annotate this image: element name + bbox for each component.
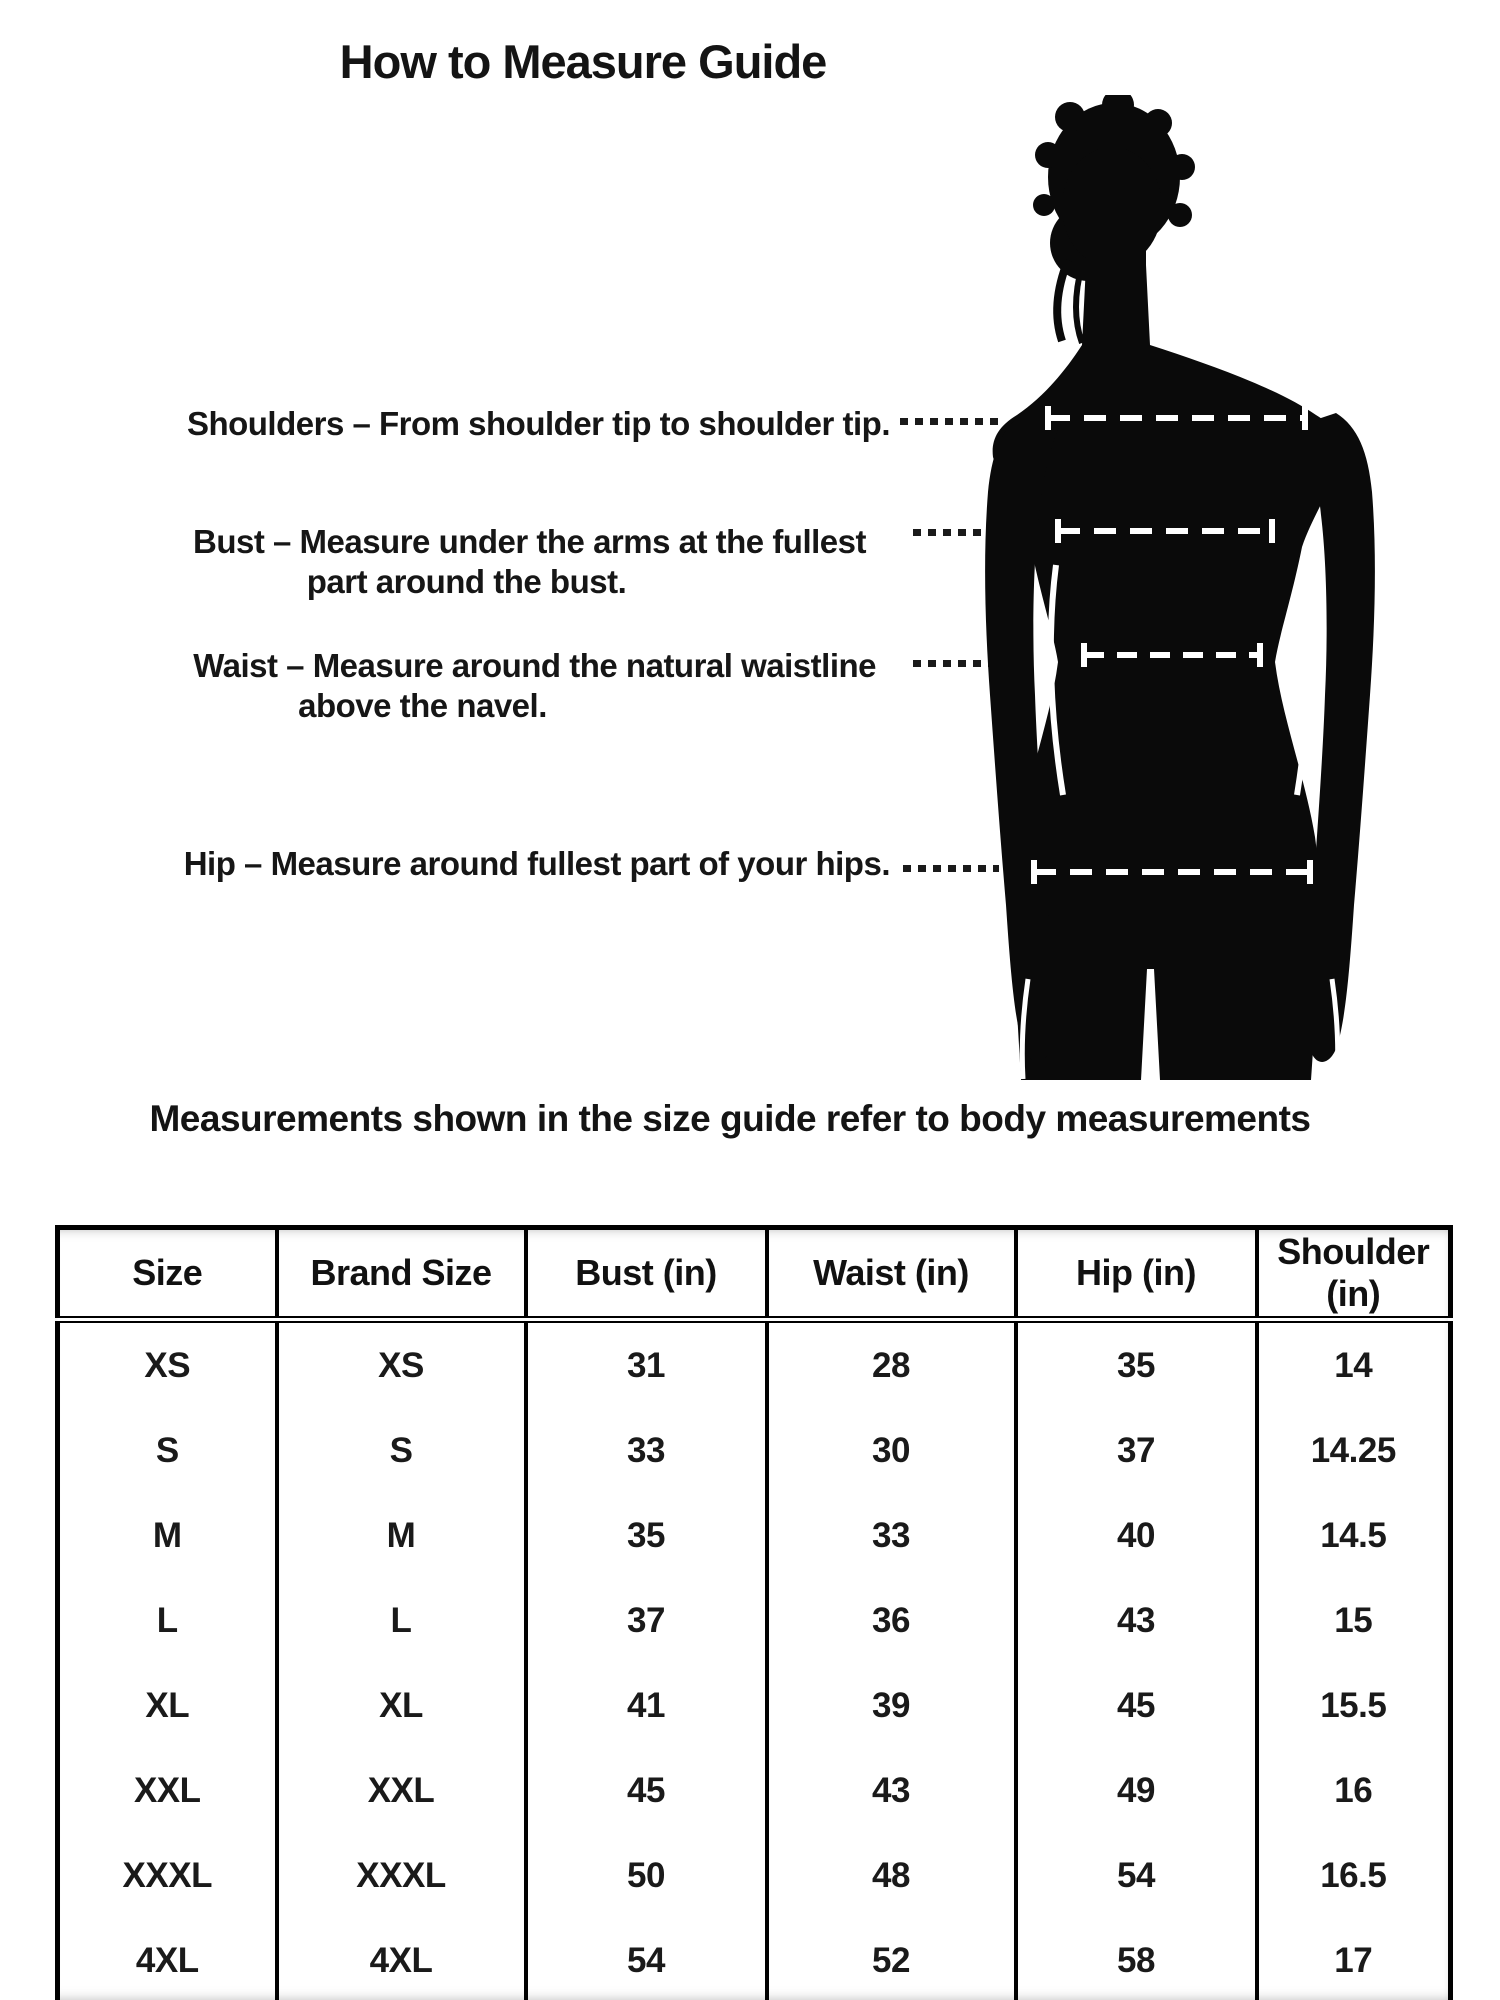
instruction-hip: Hip – Measure around fullest part of your hips. <box>183 845 890 882</box>
table-cell: XXXL <box>122 1855 212 1895</box>
header-row <box>58 1228 1451 1320</box>
column-header-bust: Bust (in) <box>526 1228 767 1320</box>
table-cell: M <box>152 1515 182 1555</box>
table-cell: XL <box>145 1685 190 1725</box>
table-cell: 4XL <box>277 1918 526 2000</box>
table-cell: XXL <box>133 1770 201 1810</box>
table-cell: 14.5 <box>1257 1493 1451 1578</box>
instruction-waist-line2: above the navel. <box>298 687 547 724</box>
table-cell: 54 <box>526 1918 767 2000</box>
table-cell: 58 <box>1016 1918 1257 2000</box>
table-cell: 39 <box>767 1663 1016 1748</box>
column-header-size: Size <box>58 1228 277 1320</box>
table-cell: 15.5 <box>1257 1663 1451 1748</box>
table-cell: 35 <box>1016 1320 1257 1409</box>
table-row-m <box>58 1493 1451 1578</box>
column-header-waist: Waist (in) <box>767 1228 1016 1320</box>
body-silhouette <box>690 95 1450 1080</box>
table-cell: 37 <box>526 1578 767 1663</box>
table-cell: 45 <box>526 1748 767 1833</box>
table-row-l <box>58 1578 1451 1663</box>
table-cell: XS <box>277 1320 526 1409</box>
table-cell: 35 <box>526 1493 767 1578</box>
table-cell: XS <box>144 1345 191 1385</box>
instruction-bust-line2: part around the bust. <box>306 563 627 600</box>
table-cell: S <box>155 1430 179 1470</box>
page-title: How to Measure Guide <box>339 35 827 88</box>
instruction-waist-line1: Waist – Measure around the natural waistline <box>193 647 876 684</box>
table-cell: 17 <box>1257 1918 1451 2000</box>
table-row-xxxl <box>58 1833 1451 1918</box>
table-cell: 49 <box>1016 1748 1257 1833</box>
body-silhouette-figure <box>690 95 1450 1080</box>
table-cell: 30 <box>767 1408 1016 1493</box>
table-cell: 40 <box>1016 1493 1257 1578</box>
table-cell: XXXL <box>277 1833 526 1918</box>
table-cell: 37 <box>1016 1408 1257 1493</box>
table-cell: S <box>277 1408 526 1493</box>
table-cell: 52 <box>767 1918 1016 2000</box>
column-header-shoulder: Shoulder (in) <box>1257 1228 1451 1320</box>
size-table-wrapper <box>55 1225 1448 2000</box>
table-cell: 31 <box>526 1320 767 1409</box>
table-cell: 43 <box>1016 1578 1257 1663</box>
table-cell: 16 <box>1257 1748 1451 1833</box>
table-cell: 50 <box>526 1833 767 1918</box>
table-cell: 36 <box>767 1578 1016 1663</box>
column-header-brand-size: Brand Size <box>277 1228 526 1320</box>
table-cell: 33 <box>526 1408 767 1493</box>
table-row-xl <box>58 1663 1451 1748</box>
table-cell: 28 <box>767 1320 1016 1409</box>
instruction-bust-line1: Bust – Measure under the arms at the fullest <box>192 523 866 560</box>
column-header-hip: Hip (in) <box>1016 1228 1257 1320</box>
table-cell: M <box>277 1493 526 1578</box>
table-cell: 15 <box>1257 1578 1451 1663</box>
table-cell: 14.25 <box>1257 1408 1451 1493</box>
table-cell: 33 <box>767 1493 1016 1578</box>
table-cell: 43 <box>767 1748 1016 1833</box>
table-cell: 16.5 <box>1257 1833 1451 1918</box>
table-cell: XXL <box>277 1748 526 1833</box>
table-row-xs <box>58 1320 1451 1409</box>
table-cell: 4XL <box>135 1940 199 1980</box>
table-cell: 54 <box>1016 1833 1257 1918</box>
table-cell: 45 <box>1016 1663 1257 1748</box>
table-row-s <box>58 1408 1451 1493</box>
table-cell: 41 <box>526 1663 767 1748</box>
table-cell: L <box>156 1600 178 1640</box>
table-cell: 14 <box>1257 1320 1451 1409</box>
subtitle: Measurements shown in the size guide refer to body measurements <box>149 1098 1311 1139</box>
table-cell: XL <box>277 1663 526 1748</box>
size-table <box>55 1225 1453 2000</box>
instruction-shoulders: Shoulders – From shoulder tip to shoulder tip. <box>186 405 890 442</box>
table-row-xxl <box>58 1748 1451 1833</box>
table-row-4xl <box>58 1918 1451 2000</box>
table-cell: L <box>277 1578 526 1663</box>
silhouette-shapes <box>985 95 1375 1080</box>
table-cell: 48 <box>767 1833 1016 1918</box>
